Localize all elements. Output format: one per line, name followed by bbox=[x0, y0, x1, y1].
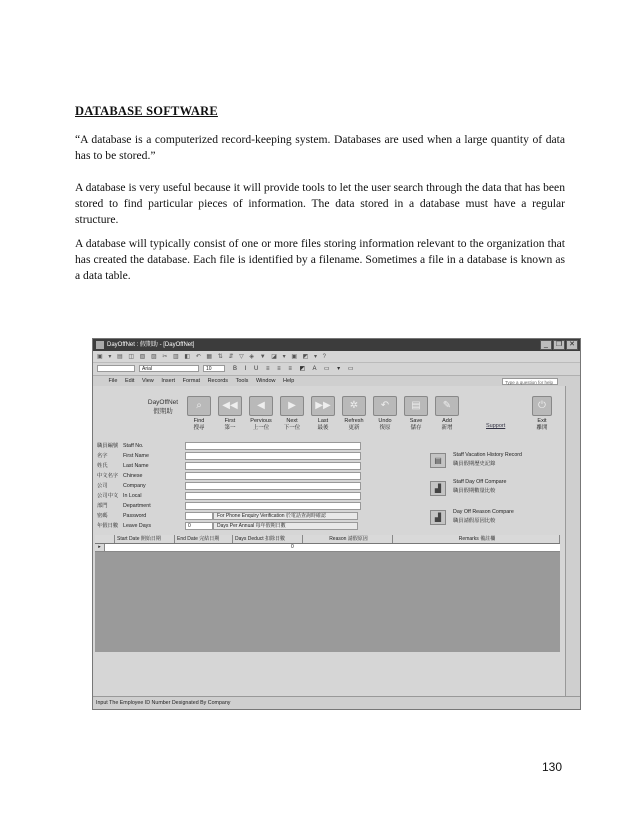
find-button[interactable] bbox=[185, 396, 213, 432]
field-label-zh: 密碼 bbox=[97, 513, 108, 519]
history-icon: ▤ bbox=[434, 456, 442, 465]
staff-no-input[interactable] bbox=[185, 442, 361, 450]
font-size-select[interactable]: 10 bbox=[203, 365, 225, 372]
days-deduct-cell[interactable]: 0 bbox=[291, 544, 294, 550]
grid-header-end-date[interactable]: End Date 完結日期 bbox=[175, 535, 233, 543]
day-off-compare-button[interactable] bbox=[430, 481, 446, 496]
vacation-history-label bbox=[453, 451, 563, 469]
field-password bbox=[97, 512, 457, 521]
field-label-zh: 職員編號 bbox=[97, 443, 119, 449]
vertical-scrollbar[interactable] bbox=[565, 386, 580, 699]
exit-label-zh: 離開 bbox=[536, 425, 548, 431]
grid-header-remarks[interactable]: Remarks 備註欄 bbox=[393, 535, 560, 543]
next-label: Next bbox=[286, 418, 298, 424]
field-label-zh: 姓氏 bbox=[97, 463, 108, 469]
standard-toolbar bbox=[93, 351, 580, 363]
table-row[interactable] bbox=[95, 544, 560, 552]
last-button[interactable] bbox=[309, 396, 337, 432]
section-heading: DATABASE SOFTWARE bbox=[75, 104, 218, 118]
day-off-compare-label-zh: 職員假期數量比較 bbox=[453, 488, 496, 494]
reason-compare-button[interactable] bbox=[430, 510, 446, 525]
refresh-icon: ✲ bbox=[342, 396, 366, 416]
menu-insert[interactable]: Insert bbox=[161, 378, 176, 384]
grid-header bbox=[95, 535, 560, 544]
reason-compare-label-en: Day Off Reason Compare bbox=[453, 509, 514, 515]
previous-button[interactable] bbox=[247, 396, 275, 432]
field-label-zh: 公司中文 bbox=[97, 493, 119, 499]
previous-record-icon: ◀ bbox=[249, 396, 273, 416]
refresh-button[interactable] bbox=[340, 396, 368, 432]
field-label: Company bbox=[123, 483, 146, 489]
support-link[interactable]: Support bbox=[486, 423, 506, 429]
grid-header-start-date[interactable]: Start Date 開始日期 bbox=[115, 535, 175, 543]
menu-view[interactable]: View bbox=[141, 378, 154, 384]
chart-icon: ▟ bbox=[434, 513, 442, 522]
vacation-datagrid bbox=[95, 535, 560, 652]
vacation-history-button[interactable] bbox=[430, 453, 446, 468]
save-label-zh: 儲存 bbox=[410, 425, 422, 431]
save-button[interactable] bbox=[402, 396, 430, 432]
field-label: Password bbox=[123, 513, 147, 519]
company-local-input[interactable] bbox=[185, 492, 361, 500]
menu-records[interactable]: Records bbox=[207, 378, 229, 384]
find-label-zh: 搜尋 bbox=[193, 425, 205, 431]
refresh-label: Refresh bbox=[344, 418, 364, 424]
undo-icon: ↶ bbox=[373, 396, 397, 416]
exit-label: Exit bbox=[537, 418, 547, 424]
window-title: DayOffNet : 假期助 - [DayOffNet] bbox=[107, 342, 195, 348]
page-number: 130 bbox=[542, 760, 563, 774]
format-buttons[interactable]: B I U ≡ ≡ ≡ ◩ A ▭ ▾ ▭ bbox=[233, 366, 357, 372]
first-name-input[interactable] bbox=[185, 452, 361, 460]
field-label: Chinese bbox=[123, 473, 143, 479]
app-name-en: DayOffNet bbox=[147, 399, 179, 406]
last-label: Last bbox=[317, 418, 329, 424]
field-label: First Name bbox=[123, 453, 149, 459]
ask-question-input[interactable]: Type a question for help bbox=[502, 378, 558, 385]
next-record-icon: ▶ bbox=[280, 396, 304, 416]
phone-verification-label: For Phone Enquiry Verification 於電話查詢時確認 bbox=[213, 512, 358, 520]
chart-icon: ▟ bbox=[434, 484, 442, 493]
window-title-bar bbox=[93, 339, 580, 351]
add-button[interactable] bbox=[433, 396, 461, 432]
close-button[interactable]: ✕ bbox=[566, 340, 578, 350]
menu-window[interactable]: Window bbox=[255, 378, 276, 384]
paragraph-definition: “A database is a computerized record-keeping system. Databases are used when a large quantity of data has to be stored.” bbox=[75, 133, 565, 162]
field-leave-days bbox=[97, 522, 457, 531]
menu-edit[interactable]: Edit bbox=[124, 378, 135, 384]
next-button[interactable] bbox=[278, 396, 306, 432]
reason-compare-label-zh: 職員請假原因比較 bbox=[453, 518, 496, 524]
next-label-zh: 下一位 bbox=[283, 425, 301, 431]
minimize-button[interactable]: _ bbox=[540, 340, 552, 350]
find-label: Find bbox=[193, 418, 205, 424]
add-label-zh: 新增 bbox=[441, 425, 453, 431]
grid-header-days-deduct[interactable]: Days Deduct 扣除日數 bbox=[233, 535, 303, 543]
app-name-zh: 假期助 bbox=[153, 408, 173, 415]
previous-label-zh: 上一位 bbox=[252, 425, 270, 431]
save-label: Save bbox=[409, 418, 423, 424]
field-label: Last Name bbox=[123, 463, 149, 469]
field-label: Staff No. bbox=[123, 443, 144, 449]
grid-header-reason[interactable]: Reason 請假原因 bbox=[303, 535, 393, 543]
grid-header-selector bbox=[95, 535, 115, 543]
add-icon: ✎ bbox=[435, 396, 459, 416]
first-record-icon: ◀◀ bbox=[218, 396, 242, 416]
reason-compare-label bbox=[453, 508, 563, 526]
paragraph-usefulness: A database is very useful because it will provide tools to let the user search through the data that has been stored to find particular pieces of information. The data stored in a database must have a regular structure. bbox=[75, 181, 565, 226]
field-label-zh: 部門 bbox=[97, 503, 108, 509]
menu-file[interactable]: File bbox=[108, 378, 118, 384]
last-label-zh: 最後 bbox=[317, 425, 329, 431]
toolbar-icons[interactable]: ▣ ▾ ▤ ◫ ▧ ▨ ✂ ▥ ◧ ↶ ▦ ⇅ ⇵ ▽ ◈ ▼ ◪ ▾ ▣ ◩ ▾ ? bbox=[97, 354, 329, 360]
chinese-name-input[interactable] bbox=[185, 472, 361, 480]
day-off-compare-label bbox=[453, 478, 563, 496]
paragraph-files: A database will typically consist of one or more files storing information relevant to the organization that has created the database. Each file is identified by a filename. Sometimes a file in a database is known as a data table. bbox=[75, 237, 565, 282]
previous-label: Pervious bbox=[250, 418, 272, 424]
formatting-toolbar bbox=[93, 363, 580, 376]
field-label: Leave Days bbox=[123, 523, 151, 529]
menu-format[interactable]: Format bbox=[182, 378, 201, 384]
undo-button[interactable] bbox=[371, 396, 399, 432]
add-label: Add bbox=[442, 418, 452, 424]
first-button[interactable] bbox=[216, 396, 244, 432]
exit-button[interactable] bbox=[528, 396, 556, 432]
last-name-input[interactable] bbox=[185, 462, 361, 470]
app-icon bbox=[96, 341, 104, 349]
field-label-zh: 中文名字 bbox=[97, 473, 119, 479]
power-icon: ⏻ bbox=[532, 396, 552, 416]
vacation-history-label-zh: 職員假期歷史記錄 bbox=[453, 461, 496, 467]
field-label: Department bbox=[123, 503, 151, 509]
form-area bbox=[93, 386, 565, 699]
font-name-select[interactable]: Arial bbox=[139, 365, 199, 372]
field-label: In Local bbox=[123, 493, 142, 499]
save-icon: ▤ bbox=[404, 396, 428, 416]
password-input[interactable] bbox=[185, 512, 213, 520]
leave-days-input[interactable]: 0 bbox=[185, 522, 213, 530]
first-label: First bbox=[224, 418, 236, 424]
status-bar: Input The Employee ID Number Designated By Company bbox=[93, 696, 580, 709]
menu-help[interactable]: Help bbox=[283, 378, 295, 384]
menu-tools[interactable]: Tools bbox=[235, 378, 249, 384]
find-icon: ⌕ bbox=[187, 396, 211, 416]
day-off-compare-label-en: Staff Day Off Compare bbox=[453, 479, 507, 485]
undo-label-zh: 復原 bbox=[379, 425, 391, 431]
vacation-history-label-en: Staff Vacation History Record bbox=[453, 452, 522, 458]
undo-label: Undo bbox=[378, 418, 392, 424]
department-input[interactable] bbox=[185, 502, 361, 510]
field-label-zh: 名字 bbox=[97, 453, 108, 459]
field-label-zh: 公司 bbox=[97, 483, 108, 489]
database-app-screenshot bbox=[92, 338, 581, 710]
restore-button[interactable]: ❐ bbox=[553, 340, 565, 350]
field-label-zh: 年假日數 bbox=[97, 523, 119, 529]
record-selector[interactable]: ▸ bbox=[95, 544, 105, 551]
company-input[interactable] bbox=[185, 482, 361, 490]
object-select[interactable] bbox=[97, 365, 135, 372]
app-name bbox=[133, 398, 193, 416]
refresh-label-zh: 更新 bbox=[348, 425, 360, 431]
days-per-annual-label: Days Per Annual 每年假期日數 bbox=[213, 522, 358, 530]
first-label-zh: 第一 bbox=[224, 425, 236, 431]
last-record-icon: ▶▶ bbox=[311, 396, 335, 416]
